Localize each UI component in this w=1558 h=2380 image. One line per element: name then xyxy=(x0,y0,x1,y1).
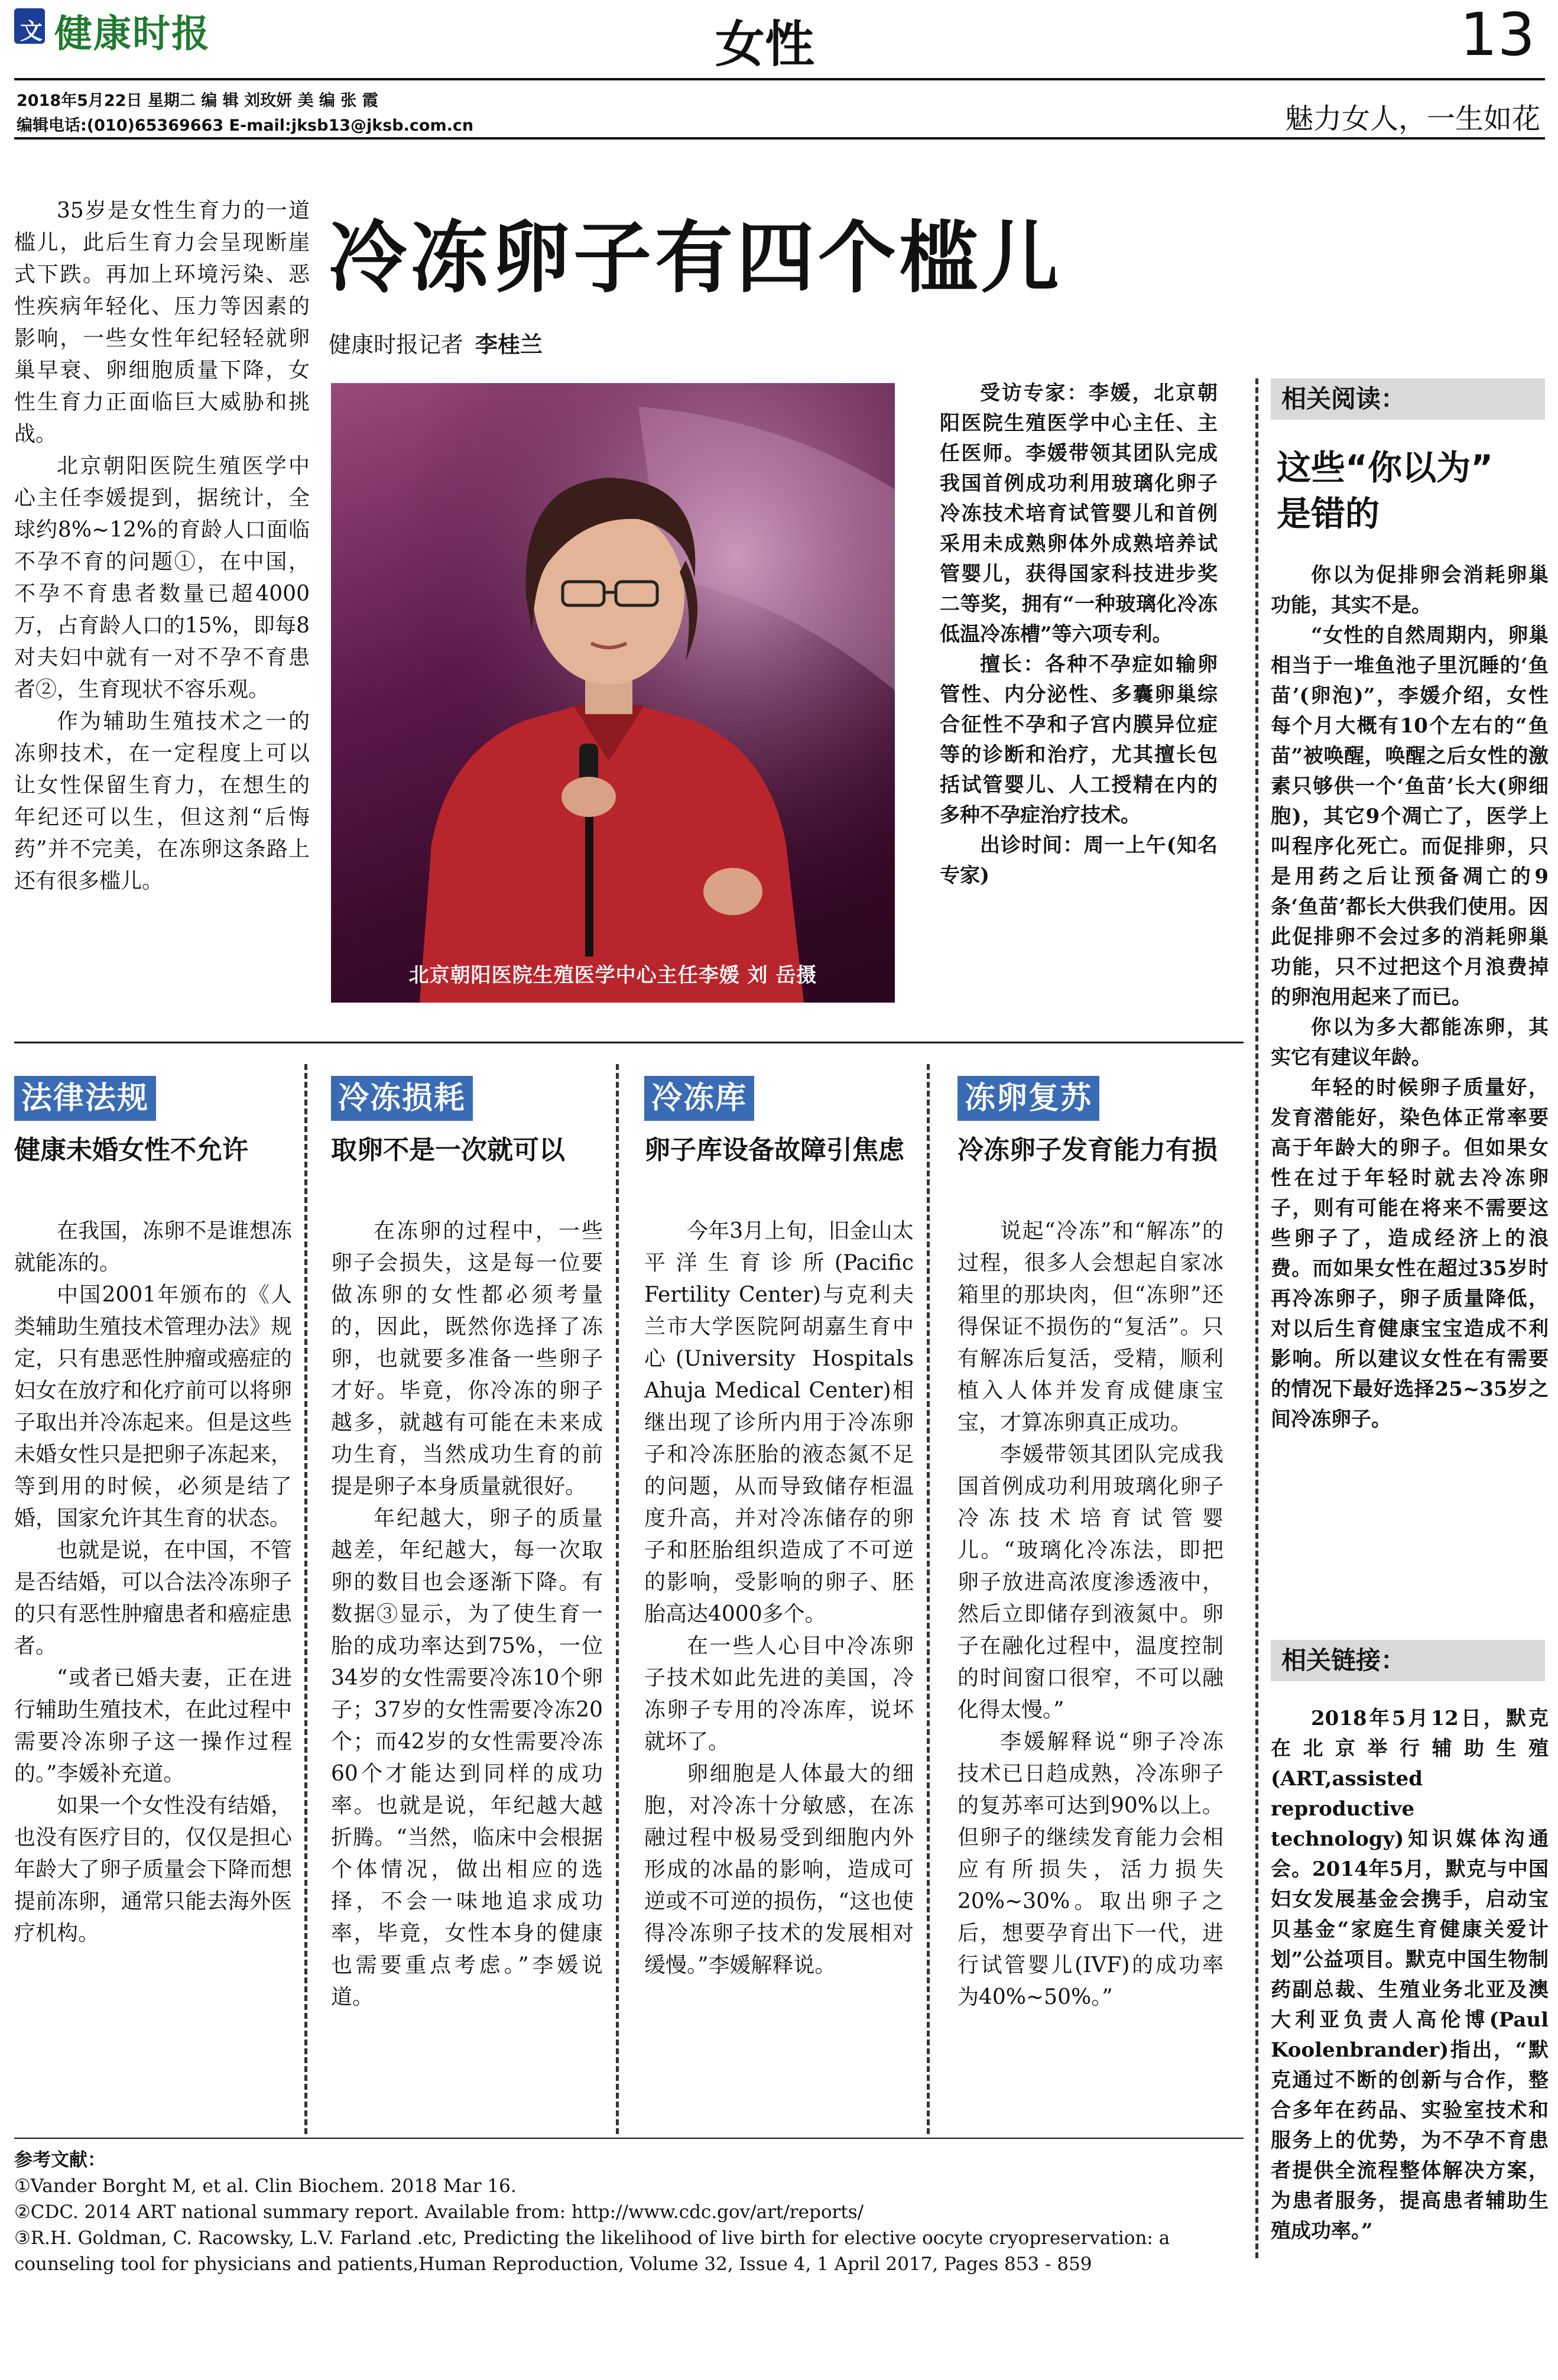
section-title: 女性 xyxy=(715,15,815,73)
section-paragraph: 今年3月上旬，旧金山太平洋生育诊所(Pacific Fertility Center)与克利夫兰市大学医院阿胡嘉生育中心(University Hospitals Ahuja Medical Center)相继出现了诊所内用于冷冻卵子和冷冻胚胎的液态氮不足的问题，从而导致储存柜温度升高，并对冷冻储存的卵子和胚胎组织造成了不可逆的影响，受影响的卵子、胚胎高达4000多个。 xyxy=(644,1219,914,1626)
reference-item: ②CDC. 2014 ART national summary report. Available from: http://www.cdc.gov/art/reports/ xyxy=(14,2201,864,2223)
masthead-contact: 编辑电话:(010)65369663 E-mail:jksb13@jksb.com.cn xyxy=(17,116,474,135)
section-paragraph: 在一些人心目中冷冻卵子技术如此先进的美国，冷冻卵子专用的冷冻库，说坏就坏了。 xyxy=(644,1634,914,1754)
newspaper-name: 健康时报 xyxy=(54,12,210,56)
section-tag-revival: 冻卵复苏 xyxy=(957,1076,1099,1121)
reference-item: ①Vander Borght M, et al. Clin Biochem. 2018 Mar 16. xyxy=(14,2175,517,2197)
section-paragraph: 在我国，冻卵不是谁想冻就能冻的。 xyxy=(14,1219,292,1275)
references-rule xyxy=(14,2138,1244,2139)
section-paragraph: 如果一个女性没有结婚，也没有医疗目的，仅仅是担心年龄大了卵子质量会下降而想提前冻卵，通常只能去海外医疗机构。 xyxy=(14,1794,292,1945)
expert-photo-illustration xyxy=(331,383,895,1003)
section-subhead: 卵子库设备故障引焦虑 xyxy=(644,1135,904,1165)
page-number: 13 xyxy=(1460,0,1536,69)
photo-caption: 北京朝阳医院生殖医学中心主任李媛 刘 岳摄 xyxy=(408,964,817,987)
related-headline-line: 这些“你以为” xyxy=(1277,448,1494,488)
intro-paragraph: 35岁是女性生育力的一道槛儿，此后生育力会呈现断崖式下跌。再加上环境污染、恶性疾病年轻化、压力等因素的影响，一些女性年纪轻轻就卵巢早衰、卵细胞质量下降，女性生育力正面临巨大威胁和挑战。 xyxy=(14,199,310,446)
expert-clinic-hours: 出诊时间：周一上午(知名专家) xyxy=(940,834,1218,887)
section-subhead: 取卵不是一次就可以 xyxy=(331,1135,565,1165)
section-tag-storage: 冷冻库 xyxy=(644,1076,754,1121)
sidebar-divider xyxy=(1255,378,1258,2258)
logo-glyph: 文 xyxy=(20,18,43,44)
section-paragraph: 李媛带领其团队完成我国首例成功利用玻璃化卵子冷冻技术培育试管婴儿。“玻璃化冷冻法，即把卵子放进高浓度渗透液中，然后立即储存到液氮中。卵子在融化过程中，温度控制的时间窗口很窄，不可以融化得太慢。” xyxy=(957,1442,1223,1722)
references xyxy=(14,2147,1244,2277)
section-paragraph: 说起“冷冻”和“解冻”的过程，很多人会想起自家冰箱里的那块肉，但“冻卵”还得保证不损伤的“复活”。只有解冻后复活，受精，顺利植入人体并发育成健康宝宝，才算冻卵真正成功。 xyxy=(957,1219,1223,1435)
related-headline-line: 是错的 xyxy=(1277,494,1380,534)
section-subhead: 健康未婚女性不允许 xyxy=(14,1135,248,1165)
expert-info xyxy=(940,378,1218,891)
newspaper-logo-icon xyxy=(14,8,45,44)
related-paragraph: 你以为多大都能冻卵，其实它有建议年龄。 xyxy=(1271,1016,1549,1069)
column-divider xyxy=(616,1064,619,2134)
column-divider xyxy=(304,1064,307,2134)
section-paragraph: 李媛解释说“卵子冷冻技术已日趋成熟，冷冻卵子的复苏率可达到90%以上。但卵子的继续发育能力会相应有所损失，活力损失20%~30%。取出卵子之后，想要孕育出下一代，进行试管婴儿(IVF)的成功率为40%~50%。” xyxy=(957,1730,1223,2009)
masthead-rule-top xyxy=(14,78,1545,80)
masthead-slogan: 魅力女人，一生如花 xyxy=(1284,102,1540,135)
intro-paragraph: 作为辅助生殖技术之一的冻卵技术，在一定程度上可以让女性保留生育力，在想生的年纪还可以生，但这剂“后悔药”并不完美，在冻卵这条路上还有很多槛儿。 xyxy=(14,709,310,893)
page-headline: 冷冻卵子有四个槛儿 xyxy=(329,212,1063,304)
related-links-body xyxy=(1271,1704,1549,2246)
section-paragraph: 也就是说，在中国，不管是否结婚，可以合法冷冻卵子的只有恶性肿瘤患者和癌症患者。 xyxy=(14,1538,292,1658)
expert-photo xyxy=(331,383,895,1003)
links-paragraph: 2018年5月12日，默克在北京举行辅助生殖(ART,assisted reproductive technology)知识媒体沟通会。2014年5月，默克与中国妇女发展基金会携手，启动宝贝基金“家庭生育健康关爱计划”公益项目。默克中国生物制药副总裁、生殖业务北亚及澳大利亚负责人高伦博(Paul Koolenbrander)指出，“默克通过不断的创新与合作，整合多年在药品、实验室技术和服务上的优势，为不孕不育患者提供全流程整体解决方案，为患者服务，提高患者辅助生殖成功率。” xyxy=(1271,1707,1549,2243)
expert-specialty: 擅长：各种不孕症如输卵管性、内分泌性、多囊卵巢综合征性不孕和子宫内膜异位症等的诊断和治疗，尤其擅长包括试管婴儿、人工授精在内的多种不孕症治疗技术。 xyxy=(940,653,1218,827)
byline xyxy=(329,326,543,359)
masthead-rule-bottom xyxy=(14,137,1545,140)
related-reading-body xyxy=(1271,560,1549,1435)
related-paragraph: “女性的自然周期内，卵巢相当于一堆鱼池子里沉睡的‘鱼苗’(卵泡)”，李媛介绍，女性每个月大概有10个左右的“鱼苗”被唤醒，唤醒之后女性的激素只够供一个‘鱼苗’长大(卵细胞)，其它9个凋亡了，医学上叫程序化死亡。而促排卵，只是用药之后让预备凋亡的9条‘鱼苗’都长大供我们使用。因此促排卵不会过多的消耗卵巢功能，只不过把这个月浪费掉的卵泡用起来了而已。 xyxy=(1271,624,1549,1009)
section-subhead: 冷冻卵子发育能力有损 xyxy=(957,1135,1218,1165)
reference-item: ③R.H. Goldman, C. Racowsky, L.V. Farland .etc, Predicting the likelihood of live birth for elective oocyte cryopreservation: a counseling tool for physicians and patients,Human Reproduction, Volume 32, Issue 4, 1 April 2017, Pages 853 - 859 xyxy=(14,2227,1170,2275)
section-divider xyxy=(14,1042,1244,1043)
expert-bio: 受访专家：李媛，北京朝阳医院生殖医学中心主任、主任医师。李媛带领其团队完成我国首例成功利用玻璃化卵子冷冻技术培育试管婴儿和首例采用未成熟卵体外成熟培养试管婴儿，获得国家科技进步奖二等奖，拥有“一种玻璃化冷冻低温冷冻槽”等六项专利。 xyxy=(940,381,1218,646)
section-body-revival xyxy=(957,1215,1223,2013)
section-paragraph: “或者已婚夫妻，正在进行辅助生殖技术，在此过程中需要冷冻卵子这一操作过程的。”李媛补充道。 xyxy=(14,1666,292,1786)
byline-label: 健康时报记者 xyxy=(329,332,464,358)
related-reading-label xyxy=(1271,378,1545,420)
section-paragraph: 中国2001年颁布的《人类辅助生殖技术管理办法》规定，只有患恶性肿瘤或癌症的妇女在放疗和化疗前可以将卵子取出并冷冻起来。但是这些未婚女性只是把卵子冻起来，等到用的时候，必须是结了婚，国家允许其生育的状态。 xyxy=(14,1283,292,1531)
section-body-law xyxy=(14,1215,292,1950)
section-tag-loss: 冷冻损耗 xyxy=(331,1076,473,1121)
column-divider xyxy=(927,1064,930,2134)
section-paragraph: 在冻卵的过程中，一些卵子会损失，这是每一位要做冻卵的女性都必须考量的，因此，既然你选择了冻卵，也就要多准备一些卵子才好。毕竟，你冷冻的卵子越多，就越有可能在未来成功生育，当然成功生育的前提是卵子本身质量就很好。 xyxy=(331,1219,603,1499)
related-reading-label-text: 相关阅读： xyxy=(1281,384,1406,413)
section-tag-law: 法律法规 xyxy=(14,1076,156,1121)
related-links-label-text: 相关链接： xyxy=(1281,1646,1406,1675)
references-label: 参考文献： xyxy=(14,2149,106,2171)
section-body-storage xyxy=(644,1215,914,1982)
intro-paragraph: 北京朝阳医院生殖医学中心主任李媛提到，据统计，全球约8%~12%的育龄人口面临不孕不育的问题①，在中国，不孕不育患者数量已超4000万，占育龄人口的15%，即每8对夫妇中就有一对不孕不育患者②，生育现状不容乐观。 xyxy=(14,454,310,702)
section-paragraph: 年纪越大，卵子的质量越差，年纪越大，每一次取卵的数目也会逐渐下降。有数据③显示，为了使生育一胎的成功率达到75%，一位34岁的女性需要冷冻10个卵子；37岁的女性需要冷冻20个；而42岁的女性需要冷冻60个才能达到同样的成功率。也就是说，年纪越大越折腾。“当然，临床中会根据个体情况，做出相应的选择，不会一味地追求成功率，毕竟，女性本身的健康也需要重点考虑。”李媛说道。 xyxy=(331,1506,603,2009)
related-paragraph: 年轻的时候卵子质量好，发育潜能好，染色体正常率要高于年龄大的卵子。但如果女性在过于年轻时就去冷冻卵子，则有可能在将来不需要这些卵子了，造成经济上的浪费。而如果女性在超过35岁时再冷冻卵子，卵子质量降低，对以后生育健康宝宝造成不利影响。所以建议女性在有需要的情况下最好选择25~35岁之间冷冻卵子。 xyxy=(1271,1076,1549,1431)
related-reading-headline xyxy=(1277,445,1493,537)
related-paragraph: 你以为促排卵会消耗卵巢功能，其实不是。 xyxy=(1271,563,1549,617)
related-links-label xyxy=(1271,1640,1545,1681)
section-paragraph: 卵细胞是人体最大的细胞，对冷冻十分敏感，在冻融过程中极易受到细胞内外形成的冰晶的影响，造成可逆或不可逆的损伤，“这也使得冷冻卵子技术的发展相对缓慢。”李媛解释说。 xyxy=(644,1762,914,1977)
byline-name: 李桂兰 xyxy=(475,332,543,358)
intro-article xyxy=(14,195,310,897)
masthead-date-editors: 2018年5月22日 星期二 编 辑 刘玫妍 美 编 张 霞 xyxy=(17,92,378,110)
section-body-loss xyxy=(331,1215,603,2013)
